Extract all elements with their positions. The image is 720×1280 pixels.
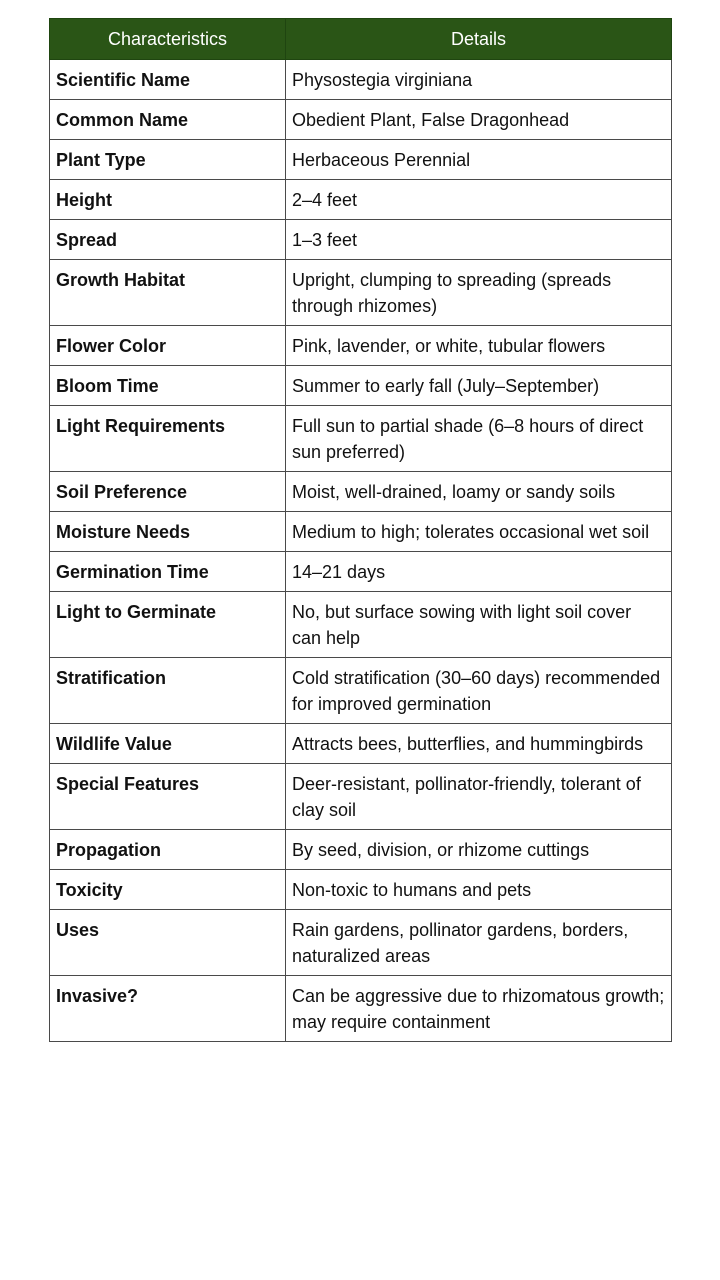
row-label: Invasive?: [50, 976, 286, 1042]
row-detail: By seed, division, or rhizome cuttings: [286, 830, 672, 870]
table-row: [50, 220, 672, 260]
table-row: [50, 976, 672, 1042]
plant-characteristics-table-container: [49, 18, 671, 1042]
row-label: Uses: [50, 910, 286, 976]
header-characteristics: Characteristics: [50, 19, 286, 60]
table-row: [50, 100, 672, 140]
row-label: Light to Germinate: [50, 592, 286, 658]
row-detail: No, but surface sowing with light soil cover can help: [286, 592, 672, 658]
table-row: [50, 260, 672, 326]
row-label: Special Features: [50, 764, 286, 830]
table-row: [50, 406, 672, 472]
table-row: [50, 592, 672, 658]
row-detail: Attracts bees, butterflies, and hummingbirds: [286, 724, 672, 764]
row-label: Toxicity: [50, 870, 286, 910]
row-detail: 14–21 days: [286, 552, 672, 592]
row-detail: Moist, well-drained, loamy or sandy soils: [286, 472, 672, 512]
row-label: Moisture Needs: [50, 512, 286, 552]
table-row: [50, 366, 672, 406]
table-row: [50, 140, 672, 180]
row-detail: Non-toxic to humans and pets: [286, 870, 672, 910]
table-row: [50, 658, 672, 724]
row-detail: Upright, clumping to spreading (spreads through rhizomes): [286, 260, 672, 326]
table-row: [50, 60, 672, 100]
row-detail: Deer-resistant, pollinator-friendly, tolerant of clay soil: [286, 764, 672, 830]
table-row: [50, 552, 672, 592]
row-label: Flower Color: [50, 326, 286, 366]
table-row: [50, 472, 672, 512]
row-label: Spread: [50, 220, 286, 260]
row-detail: Can be aggressive due to rhizomatous growth; may require containment: [286, 976, 672, 1042]
row-detail: Medium to high; tolerates occasional wet soil: [286, 512, 672, 552]
row-label: Scientific Name: [50, 60, 286, 100]
row-label: Height: [50, 180, 286, 220]
table-row: [50, 830, 672, 870]
row-label: Stratification: [50, 658, 286, 724]
row-detail: Rain gardens, pollinator gardens, borders, naturalized areas: [286, 910, 672, 976]
row-detail: 2–4 feet: [286, 180, 672, 220]
row-detail: Summer to early fall (July–September): [286, 366, 672, 406]
row-label: Bloom Time: [50, 366, 286, 406]
row-label: Germination Time: [50, 552, 286, 592]
header-details: Details: [286, 19, 672, 60]
row-label: Wildlife Value: [50, 724, 286, 764]
plant-characteristics-table: [49, 18, 672, 1042]
row-label: Soil Preference: [50, 472, 286, 512]
row-label: Propagation: [50, 830, 286, 870]
row-detail: Pink, lavender, or white, tubular flowers: [286, 326, 672, 366]
row-detail: Herbaceous Perennial: [286, 140, 672, 180]
table-row: [50, 870, 672, 910]
row-detail: Full sun to partial shade (6–8 hours of direct sun preferred): [286, 406, 672, 472]
table-row: [50, 724, 672, 764]
table-row: [50, 764, 672, 830]
table-row: [50, 180, 672, 220]
row-detail: Cold stratification (30–60 days) recommended for improved germination: [286, 658, 672, 724]
row-label: Light Requirements: [50, 406, 286, 472]
row-label: Common Name: [50, 100, 286, 140]
row-detail: Obedient Plant, False Dragonhead: [286, 100, 672, 140]
table-header-row: [50, 19, 672, 60]
row-detail: 1–3 feet: [286, 220, 672, 260]
table-row: [50, 512, 672, 552]
row-label: Growth Habitat: [50, 260, 286, 326]
row-label: Plant Type: [50, 140, 286, 180]
row-detail: Physostegia virginiana: [286, 60, 672, 100]
table-row: [50, 326, 672, 366]
table-row: [50, 910, 672, 976]
